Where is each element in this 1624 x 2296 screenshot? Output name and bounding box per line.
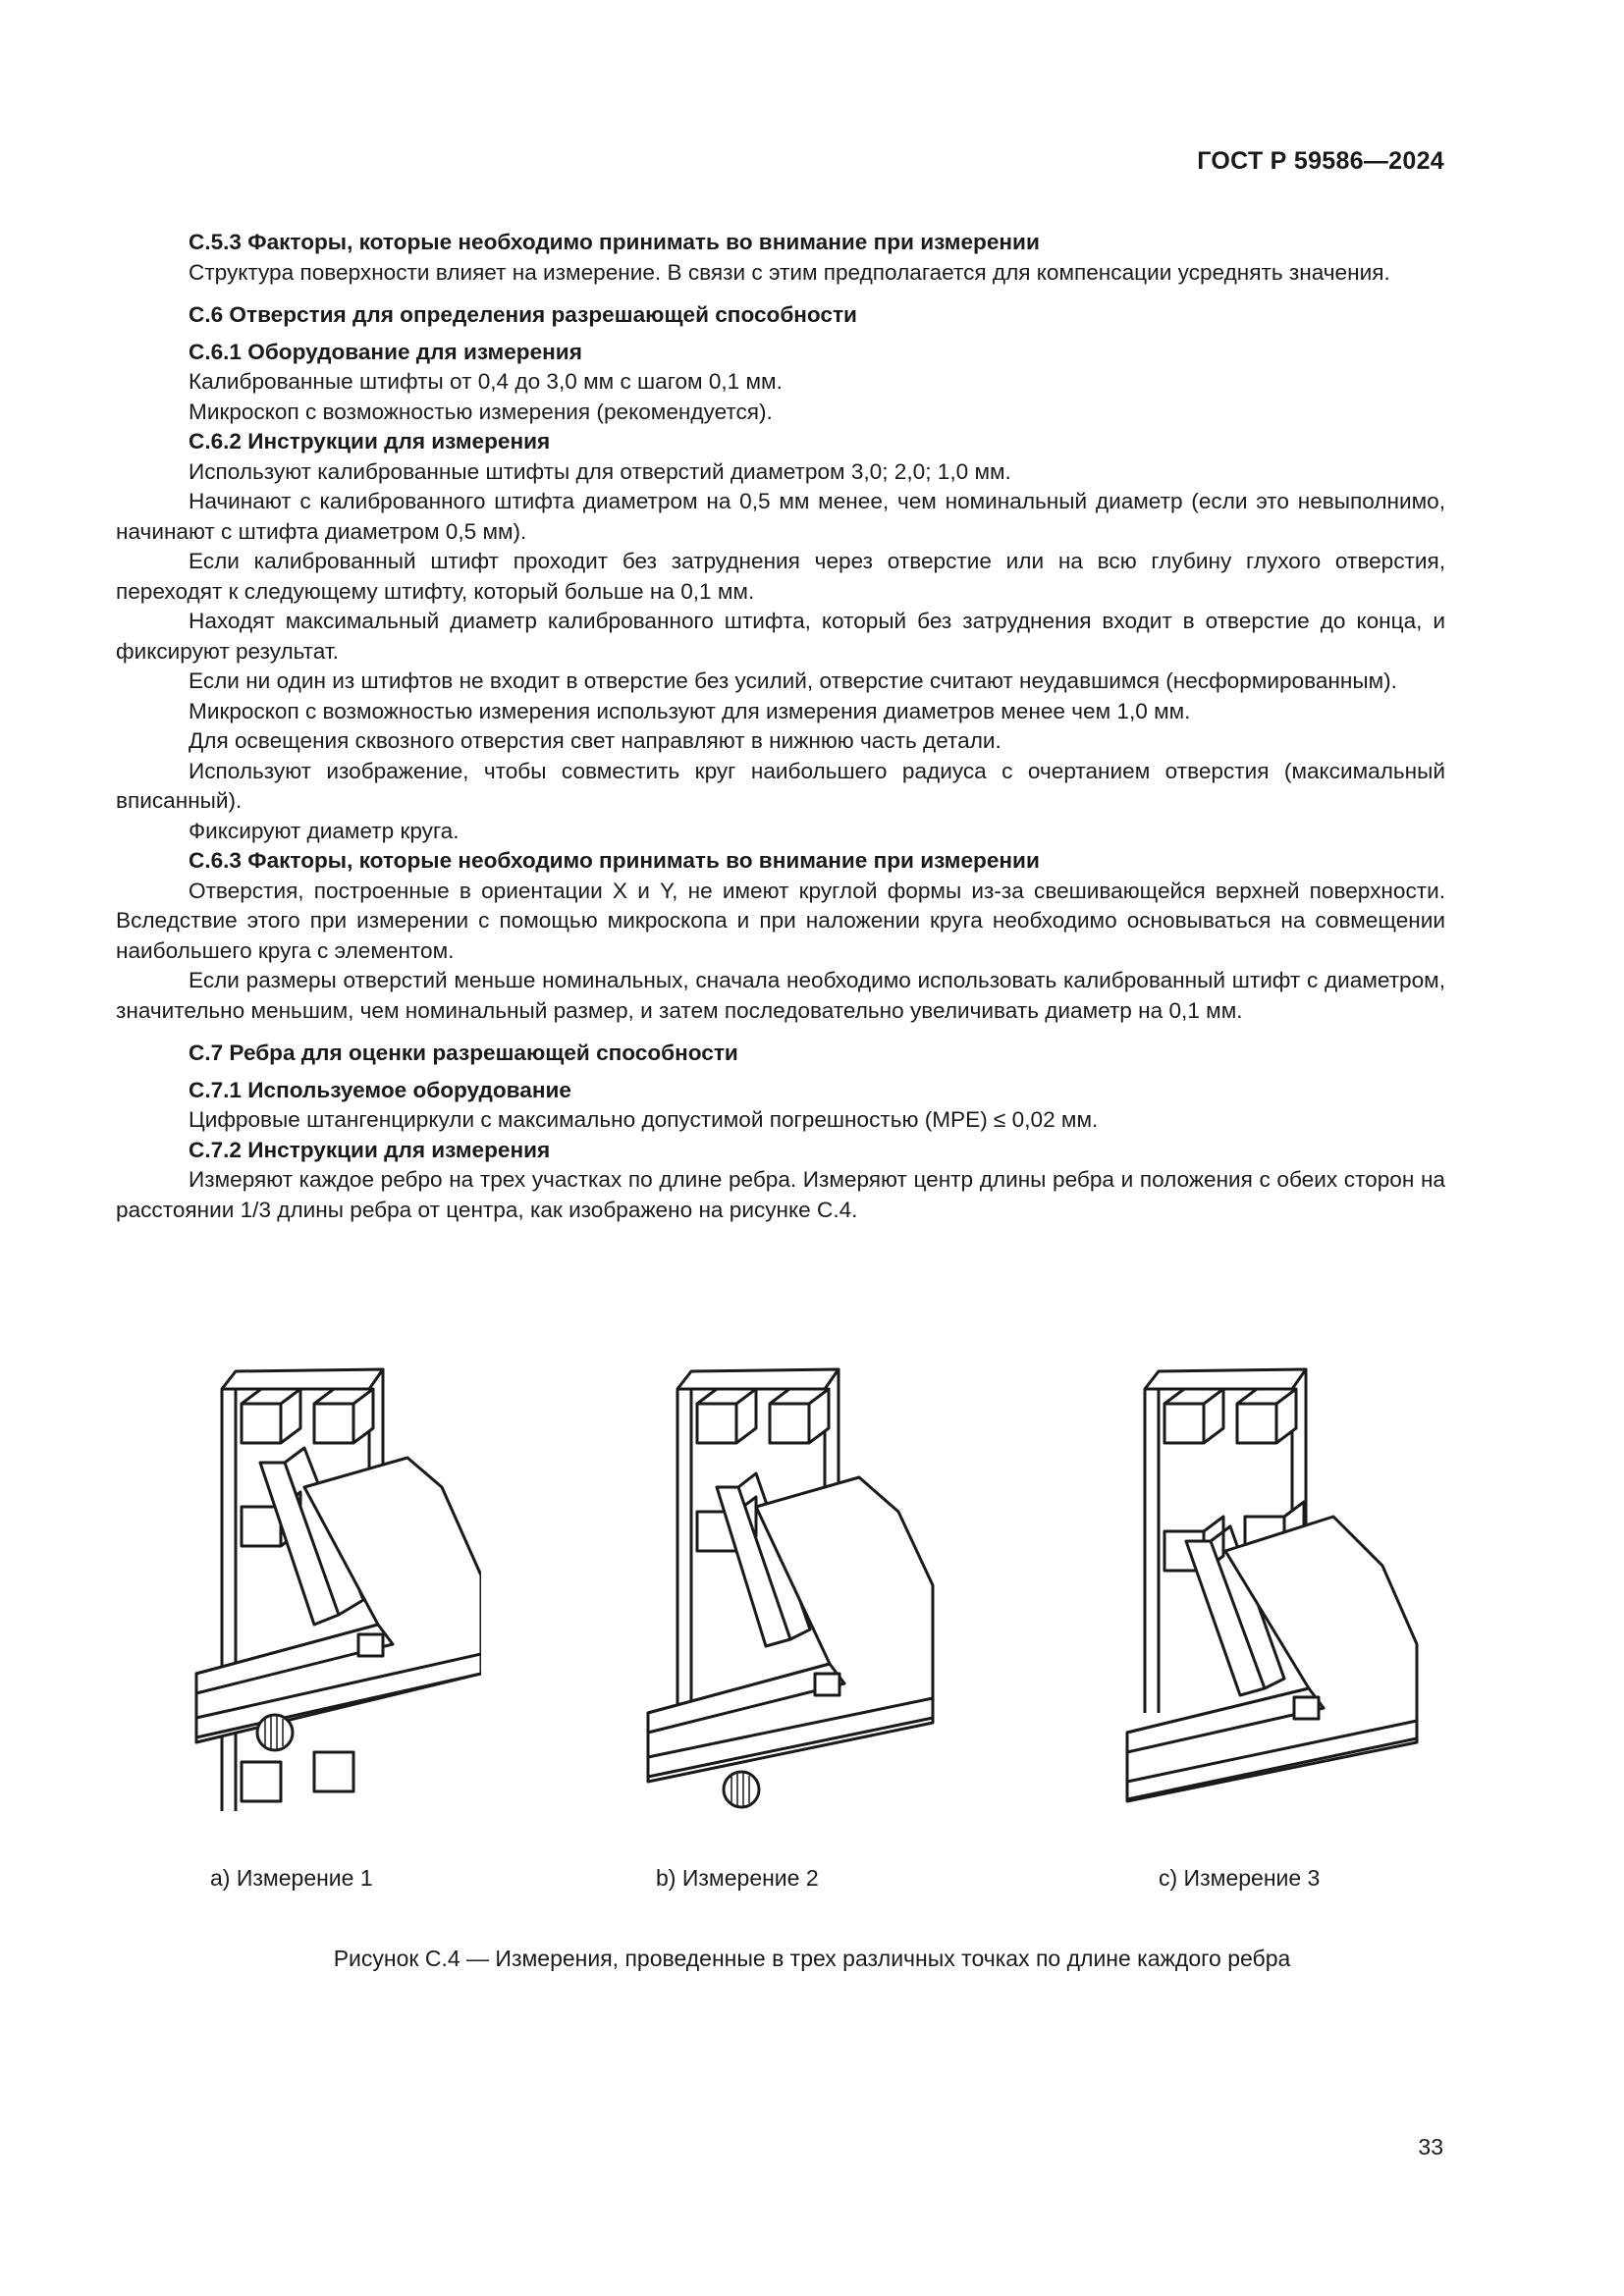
paragraph: Для освещения сквозного отверстия свет направляют в нижнюю часть детали. [189, 728, 1001, 753]
paragraph: Используют калиброванные штифты для отверстий диаметром 3,0; 2,0; 1,0 мм. [189, 458, 1011, 484]
section-heading-c53: С.5.3 Факторы, которые необходимо принимать во внимание при измерении [189, 230, 1040, 254]
figure-caption: Рисунок С.4 — Измерения, проведенные в трех различных точках по длине каждого ребра [333, 1946, 1291, 1971]
figure-measurement-2 [628, 1350, 943, 1841]
standard-number: ГОСТ Р 59586—2024 [1197, 147, 1444, 175]
section-heading-c62: С.6.2 Инструкции для измерения [189, 429, 551, 454]
paragraph: Цифровые штангенциркули с максимально допустимой погрешностью (MPE) ≤ 0,02 мм. [189, 1107, 1099, 1132]
paragraph: Микроскоп с возможностью измерения (рекомендуется). [189, 399, 773, 424]
paragraph: Измеряют каждое ребро на трех участках по длине ребра. Измеряют центр длины ребра и положения с обеих сторон на расстоянии 1/3 длины ребра от центра, как изображено на рисунке С.4. [116, 1167, 1445, 1222]
body-text [116, 228, 1445, 1225]
paragraph: Используют изображение, чтобы совместить круг наибольшего радиуса с очертанием отверстия (максимальный вписанный). [116, 758, 1445, 813]
paragraph: Калиброванные штифты от 0,4 до 3,0 мм с шагом 0,1 мм. [189, 369, 783, 394]
section-heading-c72: С.7.2 Инструкции для измерения [189, 1137, 551, 1162]
paragraph: Если ни один из штифтов не входит в отверстие без усилий, отверстие считают неудавшимся (несформированным). [189, 668, 1397, 693]
paragraph: Структура поверхности влияет на измерение. В связи с этим предполагается для компенсации усреднять значения. [189, 259, 1390, 285]
paragraph: Микроскоп с возможностью измерения используют для измерения диаметров менее чем 1,0 мм. [189, 698, 1191, 723]
paragraph: Если калиброванный штифт проходит без затруднения через отверстие или на всю глубину глухого отверстия, переходят к следующему штифту, который больше на 0,1 мм. [116, 549, 1445, 604]
paragraph: Отверстия, построенные в ориентации X и Y, не имеют круглой формы из-за свешивающейся верхней поверхности. Вследствие этого при измерении с помощью микроскопа и при наложении круга необходимо основываться на совмещении наибольшего круга с элементом. [116, 878, 1445, 963]
section-heading-c63: С.6.3 Факторы, которые необходимо принимать во внимание при измерении [189, 848, 1040, 873]
section-heading-c71: С.7.1 Используемое оборудование [189, 1077, 571, 1102]
paragraph: Начинают с калиброванного штифта диаметром на 0,5 мм менее, чем номинальный диаметр (если это невыполнимо, начинают с штифта диаметром 0,5 мм). [116, 489, 1445, 544]
figure-measurement-1 [157, 1350, 481, 1841]
figure-measurement-3 [1098, 1350, 1422, 1841]
section-heading-c6: С.6 Отверстия для определения разрешающей способности [189, 302, 857, 327]
figure-c4 [147, 1350, 1424, 1841]
section-heading-c61: С.6.1 Оборудование для измерения [189, 339, 582, 364]
paragraph: Находят максимальный диаметр калиброванного штифта, который без затруднения входит в отверстие до конца, и фиксируют результат. [116, 609, 1445, 664]
subcaption-a: a) Измерение 1 [210, 1865, 373, 1891]
section-heading-c7: С.7 Ребра для оценки разрешающей способности [189, 1041, 738, 1065]
page-number: 33 [1418, 2134, 1443, 2160]
paragraph: Фиксируют диаметр круга. [189, 818, 460, 843]
paragraph: Если размеры отверстий меньше номинальных, сначала необходимо использовать калиброванный штифт с диаметром, значительно меньшим, чем номинальный размер, и затем последовательно увеличивать диаметр на 0,1 мм. [116, 968, 1445, 1023]
subcaption-c: c) Измерение 3 [1159, 1865, 1321, 1891]
subcaption-b: b) Измерение 2 [656, 1865, 819, 1891]
